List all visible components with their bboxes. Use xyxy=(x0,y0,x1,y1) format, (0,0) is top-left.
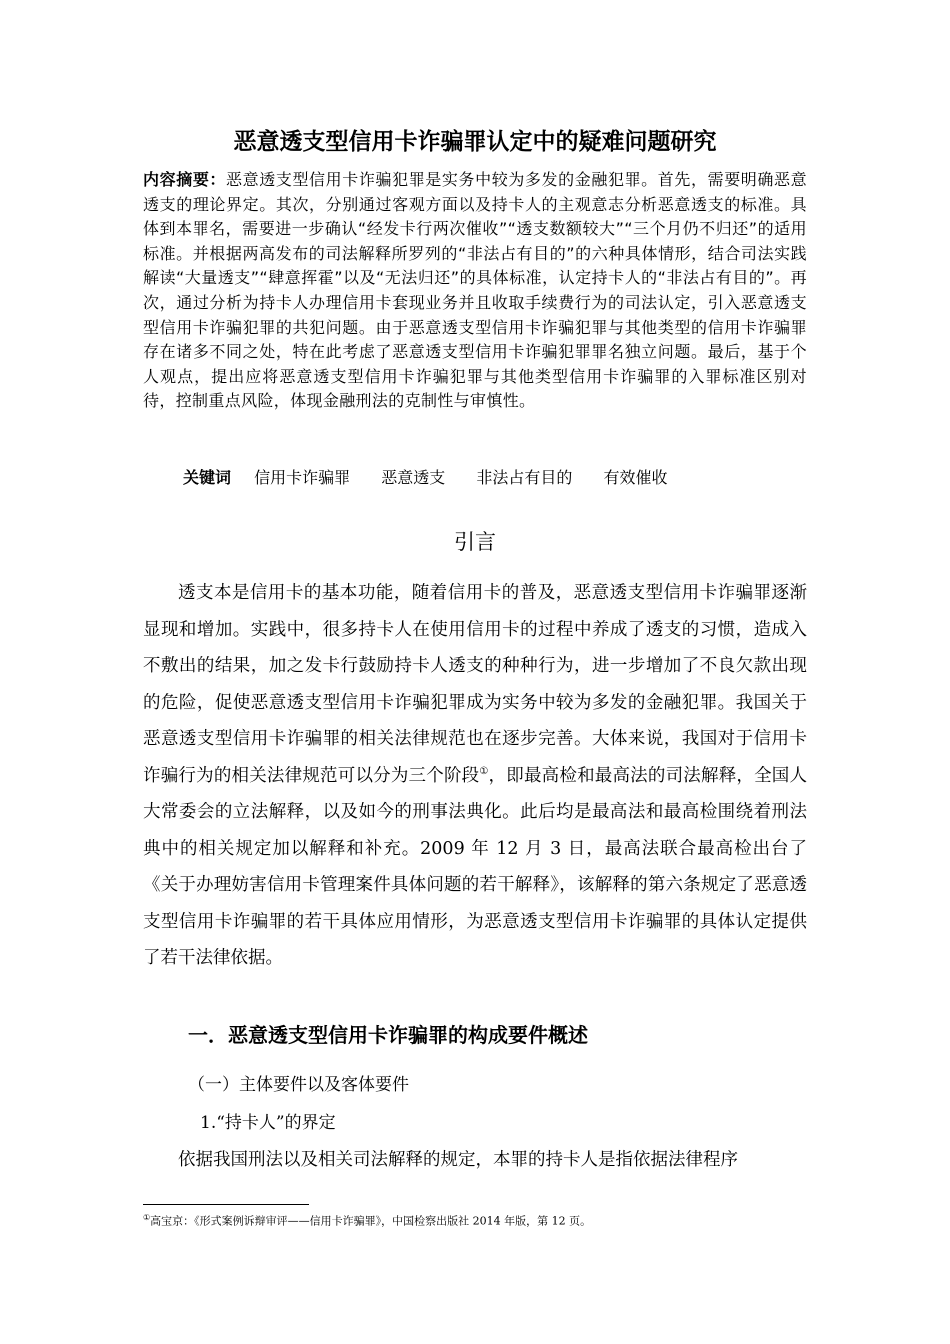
abstract-text: 恶意透支型信用卡诈骗犯罪是实务中较为多发的金融犯罪。首先，需要明确恶意透支的理论界定。其次，分别通过客观方面以及持卡人的主观意志分析恶意透支的标准。具体到本罪名，需要进一步确认“经发卡行两次催收”“透支数额较大”“三个月仍不归还”的适用标准。并根据两高发布的司法解释所罗列的“非法占有目的”的六种具体情形，结合司法实践解读“大量透支”“肆意挥霍”以及“无法归还”的具体标准，认定持卡人的“非法占有目的”。再次，通过分析为持卡人办理信用卡套现业务并且收取手续费行为的司法认定，引入恶意透支型信用卡诈骗犯罪的共犯问题。由于恶意透支型信用卡诈骗犯罪与其他类型的信用卡诈骗罪存在诸多不同之处，特在此考虑了恶意透支型信用卡诈骗犯罪罪名独立问题。最后，基于个人观点，提出应将恶意透支型信用卡诈骗犯罪与其他类型信用卡诈骗罪的入罪标准区别对待，控制重点风险，体现金融刑法的克制性与审慎性。 xyxy=(143,170,807,411)
footnote-text: 高宝京：《形式案例诉辩审评——信用卡诈骗罪》，中国检察出版社 2014 年版，第 12 页。 xyxy=(150,1214,592,1228)
keywords xyxy=(183,466,693,490)
subsection-heading: （一）主体要件以及客体要件 xyxy=(188,1075,409,1095)
subsubsection-heading: 1.“持卡人”的界定 xyxy=(200,1113,336,1133)
intro-text-part1: 透支本是信用卡的基本功能，随着信用卡的普及，恶意透支型信用卡诈骗罪逐渐显现和增加。实践中，很多持卡人在使用信用卡的过程中养成了透支的习惯，造成入不敷出的结果，加之发卡行鼓励持卡人透支的种种行为，进一步增加了不良欠款出现的危险，促使恶意透支型信用卡诈骗犯罪成为实务中较为多发的金融犯罪。我国关于恶意透支型信用卡诈骗罪的相关法律规范也在逐步完善。大体来说，我国对于信用卡诈骗行为的相关法律规范可以分为三个阶段 xyxy=(143,583,807,786)
section-paragraph: 依据我国刑法以及相关司法解释的规定，本罪的持卡人是指依据法律程序 xyxy=(178,1150,738,1170)
footnote-mark: ① xyxy=(143,1213,151,1222)
paper-title: 恶意透支型信用卡诈骗罪认定中的疑难问题研究 xyxy=(233,129,717,155)
keyword-item: 信用卡诈骗罪 xyxy=(254,468,351,487)
intro-heading: 引言 xyxy=(454,530,496,554)
section-heading: 一．恶意透支型信用卡诈骗罪的构成要件概述 xyxy=(188,1023,588,1047)
footnote-ref: ① xyxy=(479,765,489,777)
keywords-label: 关键词 xyxy=(183,468,232,487)
abstract-label: 内容摘要： xyxy=(143,170,227,189)
intro-text-part2: ，即最高检和最高法的司法解释，全国人大常委会的立法解释，以及如今的刑事法典化。此后均是最高法和最高检围绕着刑法典中的相关规定加以解释和补充。2009 年 12 月 3 日，最高法联合最高检出台了《关于办理妨害信用卡管理案件具体问题的若干解释》，该解释的第六条规定了恶意透支型信用卡诈骗罪的若干具体应用情形，为恶意透支型信用卡诈骗罪的具体认定提供了若干法律依据。 xyxy=(143,765,808,968)
keyword-item: 有效催收 xyxy=(603,468,668,487)
abstract xyxy=(143,168,807,414)
keyword-item: 非法占有目的 xyxy=(476,468,573,487)
intro-paragraph xyxy=(143,575,807,977)
keyword-item: 恶意透支 xyxy=(381,468,446,487)
footnote-divider xyxy=(143,1204,309,1205)
footnote xyxy=(143,1208,591,1232)
